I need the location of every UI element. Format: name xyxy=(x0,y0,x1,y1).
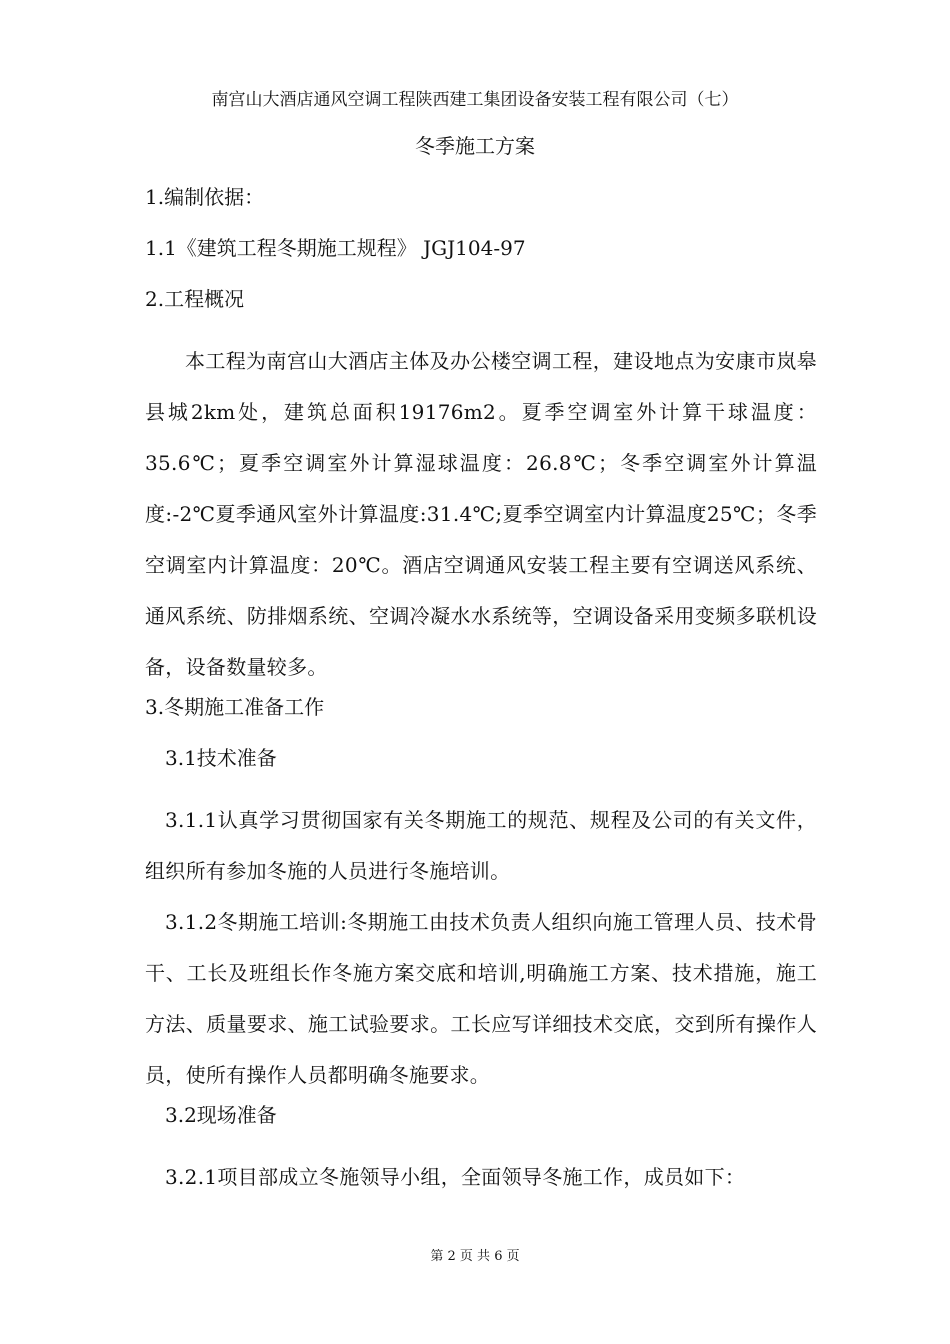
section-heading-1: 1.编制依据： xyxy=(145,185,265,209)
page-footer: 第 2 页 共 6 页 xyxy=(430,1249,520,1264)
document-body xyxy=(145,183,817,1203)
section-heading-2: 2.工程概况 xyxy=(145,287,245,311)
page-header: 南宫山大酒店通风空调工程陕西建工集团设备安装工程有限公司（七） xyxy=(211,90,739,110)
section-heading-1-1: 1.1《建筑工程冬期施工规程》 JGJ104-97 xyxy=(145,236,526,260)
section-3-1-1-paragraph: 3.1.1认真学习贯彻国家有关冬期施工的规范、规程及公司的有关文件，组织所有参加冬施的人员进行冬施培训。 xyxy=(145,808,817,883)
project-overview-block xyxy=(145,336,817,693)
section-3-1-2-paragraph: 3.1.2冬期施工培训:冬期施工由技术负责人组织向施工管理人员、技术骨干、工长及班组长作冬施方案交底和培训,明确施工方案、技术措施，施工方法、质量要求、施工试验要求。工长应写详细技术交底，交到所有操作人员，使所有操作人员都明确冬施要求。 xyxy=(145,910,817,1087)
section-3-2-1-paragraph: 3.2.1项目部成立冬施领导小组，全面领导冬施工作，成员如下： xyxy=(165,1165,746,1189)
project-overview-paragraph: 本工程为南宫山大酒店主体及办公楼空调工程，建设地点为安康市岚皋县城2km处，建筑总面积19176m2。夏季空调室外计算干球温度：35.6℃；夏季空调室外计算湿球温度：26.8℃；冬季空调室外计算温度:-2℃夏季通风室外计算温度:31.4℃;夏季空调室内计算温度25℃；冬季空调室内计算温度：20℃。酒店空调通风安装工程主要有空调送风系统、通风系统、防排烟系统、空调冷凝水水系统等，空调设备采用变频多联机设备，设备数量较多。 xyxy=(145,349,817,679)
document-title: 冬季施工方案 xyxy=(415,134,535,158)
section-3-1-2-block xyxy=(145,897,817,1101)
section-heading-3-2: 3.2现场准备 xyxy=(165,1103,277,1127)
section-heading-3: 3.冬期施工准备工作 xyxy=(145,695,325,719)
section-heading-3-1: 3.1技术准备 xyxy=(165,746,277,770)
section-3-2-1-block xyxy=(145,1152,817,1203)
section-3-1-1-block xyxy=(145,795,817,897)
